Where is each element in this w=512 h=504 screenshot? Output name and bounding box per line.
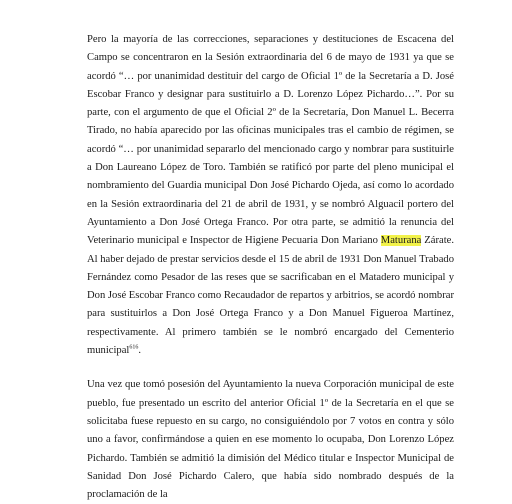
paragraph-2[interactable] bbox=[87, 376, 454, 504]
footnote-reference[interactable]: 616 bbox=[129, 344, 139, 351]
paragraph-1-text-continued: Zárate. Al haber dejado de prestar servicios desde el 15 de abril de 1931 Don Manuel Trabado Fernández como Pesador de las reses que se sacrificaban en el Matadero municipal y Don José Escobar Franco como Recaudador de repartos y arbitrios, se acordó nombrar para sustituirlos a Don José Ortega Franco y a Don Manuel Figueroa Martínez, respectivamente. Al primero también se le nombró encargado del Cementerio municipal bbox=[87, 235, 454, 357]
search-highlight[interactable]: Maturana bbox=[380, 235, 422, 247]
paragraph-1-end: . bbox=[138, 345, 142, 357]
page-text-area[interactable] bbox=[87, 31, 454, 504]
paragraph-1-text: Pero la mayoría de las correcciones, separaciones y destituciones de Escacena del Campo se concentraron en la Sesión extraordinaria del 6 de mayo de 1931 ya que se acordó “… por unanimidad destituir del cargo de Oficial 1º de la Secretaría a D. José Escobar Franco y designar para sustituirlo a D. Lorenzo López Pichardo…”. Por su parte, con el argumento de que el Oficial 2º de la Secretaría, Don Manuel L. Becerra Tirado, no había aparecido por las oficinas municipales tras el cambio de régimen, se acordó “… por unanimidad separarlo del mencionado cargo y nombrar para sustituirle a Don Laureano López de Toro. También se ratificó por parte del pleno municipal el nombramiento del Guardia municipal Don José Pichardo Ojeda, así como lo acordado en la Sesión extraordinaria del 21 de abril de 1931, y se nombró Alguacil portero del Ayuntamiento a Don José Ortega Franco. Por otra parte, se admitió la renuncia del Veterinario municipal e Inspector de Higiene Pecuaria Don Mariano bbox=[87, 34, 454, 247]
paragraph-2-text: Una vez que tomó posesión del Ayuntamiento la nueva Corporación municipal de este pueblo, fue presentado un escrito del anterior Oficial 1º de la Secretaría en el que se solicitaba fuese repuesto en su cargo, no consiguiéndolo por 7 votos en contra y sólo uno a favor, confirmándose a quien en ese momento lo ocupaba, Don Lorenzo López Pichardo. También se admitió la dimisión del Médico titular e Inspector Municipal de Sanidad Don José Pichardo Calero, que había sido nombrado después de la proclamación de la bbox=[87, 379, 454, 501]
paragraph-1[interactable] bbox=[87, 31, 454, 360]
